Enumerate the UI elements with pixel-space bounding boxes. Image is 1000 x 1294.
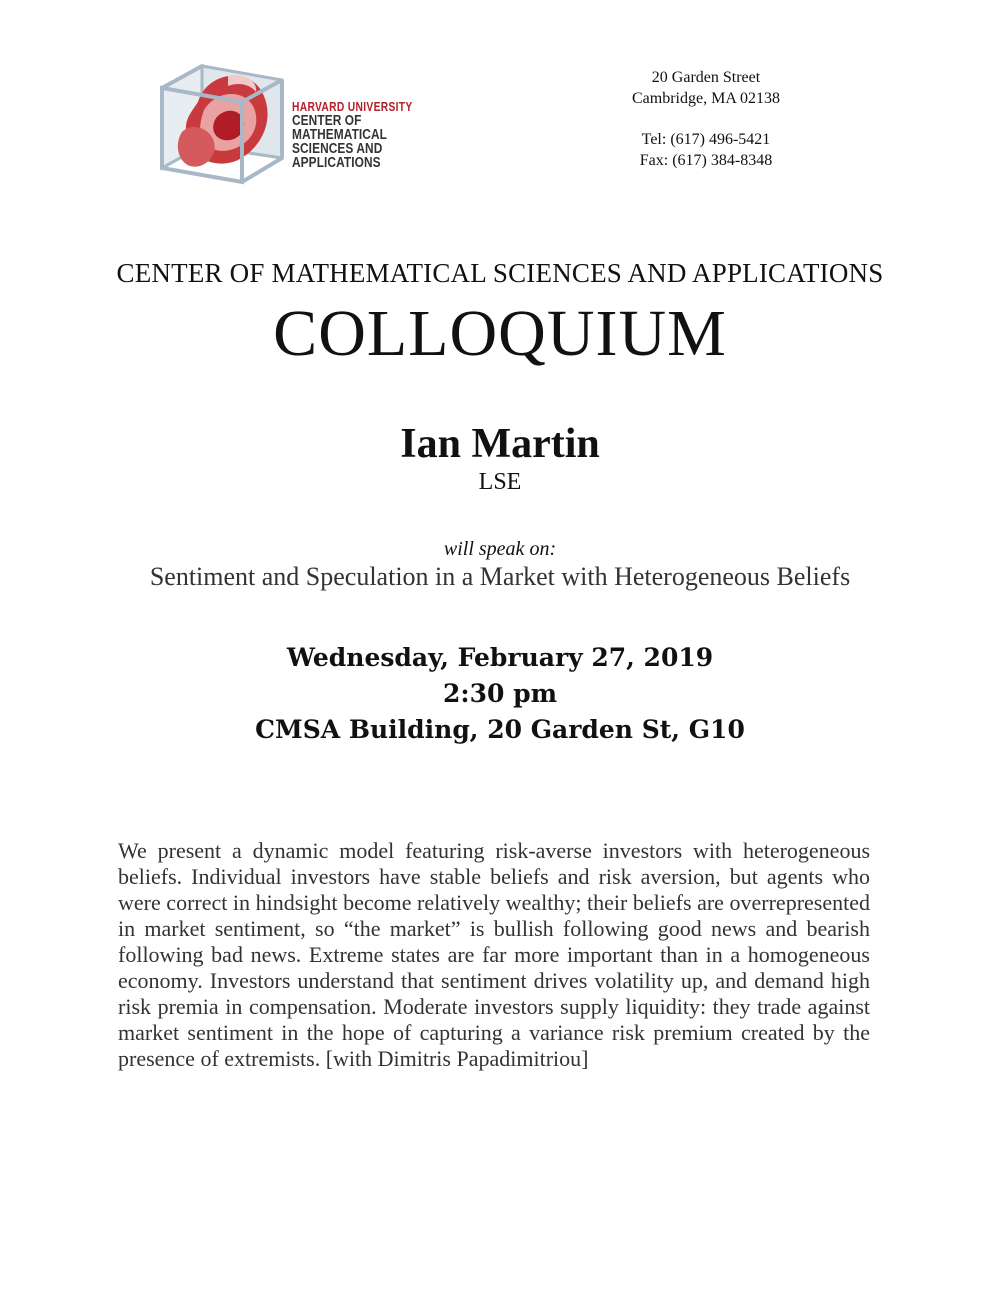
address-city: Cambridge, MA 02138 [632,90,780,107]
speaker-affiliation: LSE [478,469,522,495]
logo-center-line2: SCIENCES AND APPLICATIONS [292,141,383,171]
cmsa-logo [158,62,458,186]
talk-abstract: We present a dynamic model featuring risk-averse investors with heterogeneous beliefs. Individual investors have stable beliefs and risk aversion, but agents who were correct in hindsight become relatively wealthy; their beliefs are overrepresented in market sentiment, so “the market” is bullish following good news and bearish following bad news. Extreme states are far more important than in a homogeneous economy. Investors understand that sentiment drives volatility up, and demand high risk premia in compensation. Moderate investors supply liquidity: they trade against market sentiment in the hope of capturing a variance risk premium created by the presence of extremists. [with Dimitris Papadimitriou] [118,838,870,1071]
speaker-name: Ian Martin [400,421,600,467]
event-time: 2:30 pm [442,679,558,708]
event-date: Wednesday, February 27, 2019 [286,643,714,672]
center-name-heading: CENTER OF MATHEMATICAL SCIENCES AND APPLICATIONS [116,258,884,288]
event-details [0,640,1000,748]
contact-address [600,67,812,171]
event-location: CMSA Building, 20 Garden St, G10 [255,715,745,744]
logo-center-line1: CENTER OF MATHEMATICAL [292,113,387,143]
logo-wordmark [292,100,428,170]
talk-title: Sentiment and Speculation in a Market with Heterogeneous Beliefs [149,562,851,591]
logo-university: HARVARD UNIVERSITY [292,100,413,114]
cube-logo-icon [158,62,288,186]
talk-intro: will speak on: [443,538,557,560]
address-tel: Tel: (617) 496-5421 [641,131,771,148]
address-fax: Fax: (617) 384-8348 [639,152,773,169]
event-type-title: COLLOQUIUM [273,297,727,370]
address-street: 20 Garden Street [651,69,761,86]
